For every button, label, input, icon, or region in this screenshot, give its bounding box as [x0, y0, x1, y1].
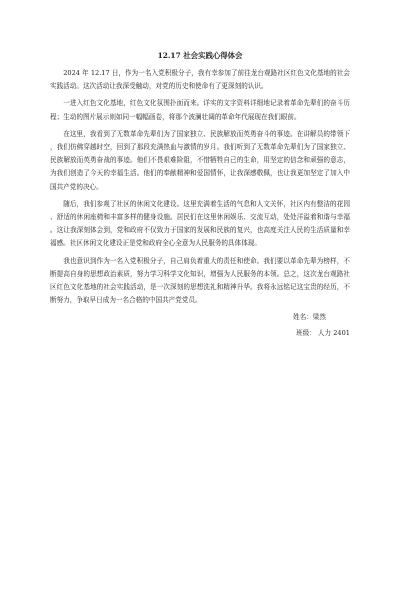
paragraph-community-culture: 随后，我们参观了社区的休闲文化建设。这里充满着生活的气息和人文关怀，社区内有整洁的花园、舒适的休闲座椅和丰富多样的健身设施。居民们在这里休闲娱乐、交流互动，处处洋溢着和谐与幸福。这让我深刻体会到，党和政府不仅致力于国家的发展和民族的复兴，也高度关注人民的生活质量和幸福感。社区休闲文化建设正是党和政府全心全意为人民服务的具体体现。 [50, 199, 350, 248]
signature-class: 班级： 人力 2401 [296, 328, 350, 337]
paragraph-base-entrance: 一进入红色文化基地，红色文化氛围扑面而来。详实的文字资料详细地记录着革命先辈们的奋斗历程；生动的图片展示则如同一幅幅画卷，将那个波澜壮阔的革命年代展现在我们眼前。 [50, 99, 350, 121]
signature-name: 姓名：梁然 [293, 313, 326, 322]
paragraph-reflection: 我也意识到作为一名入党积极分子，自己肩负着重大的责任和使命。我们要以革命先辈为榜样，不断提高自身的思想政治素质，努力学习科学文化知识，增强为人民服务的本领。总之，这次龙台观路社区红色文化基地的社会实践活动，是一次深刻的思想洗礼和精神升华。我将永远铭记这宝贵的经历，不断努力，争取早日成为一名合格的中国共产党党员。 [50, 256, 350, 305]
document-page [50, 50, 350, 342]
document-title: 12.17 社会实践心得体会 [157, 51, 243, 60]
paragraph-intro: 2024 年 12.17 日，作为一名入党积极分子，我有幸参加了前往龙台观路社区红色文化基地的社会实践活动。这次活动让我深受触动，对党的历史和使命有了更深刻的认识。 [50, 69, 350, 91]
paragraph-revolutionary-history: 在这里，我看到了无数革命先辈们为了国家独立、民族解放而英勇奋斗的事迹。在讲解员的带领下，我们仿佛穿越时空，回到了那段充满热血与激情的岁月。我们听到了无数革命先辈们为了国家独立、民族解放而英勇奋战的事迹。他们不畏艰难险阻，不惜牺牲自己的生命，用坚定的信念和顽强的意志，为我们创造了今天的幸福生活。他们的奉献精神和爱国情怀，让我深感敬佩，也让我更加坚定了加入中国共产党的决心。 [50, 129, 350, 191]
